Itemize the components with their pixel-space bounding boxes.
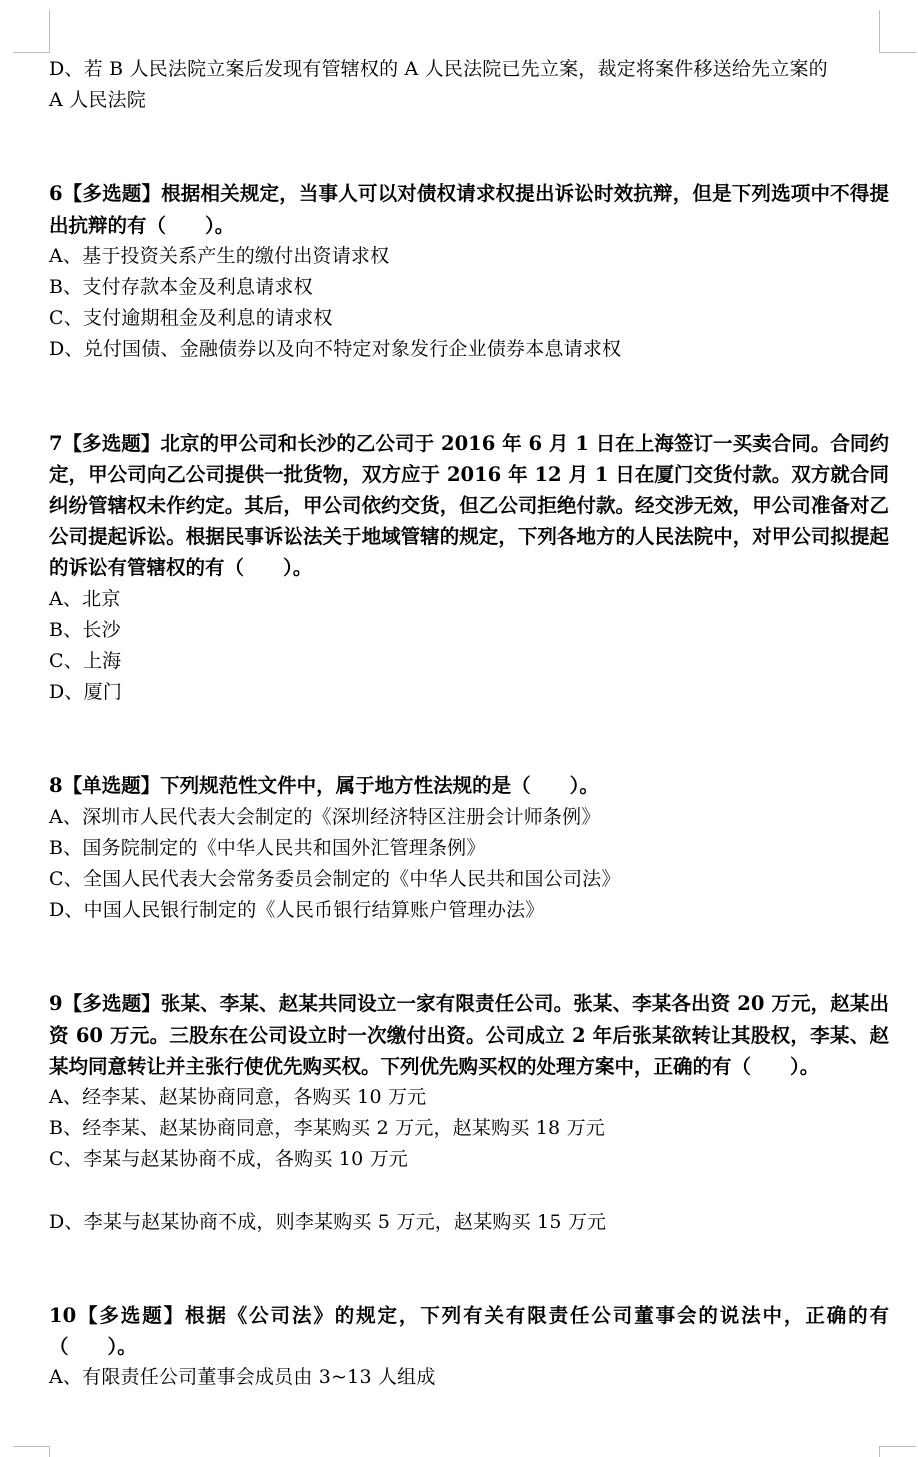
answer-option: B、经李某、赵某协商同意，李某购买 2 万元，赵某购买 18 万元 <box>49 1117 605 1140</box>
answer-option: B、国务院制定的《中华人民共和国外汇管理条例》 <box>49 836 486 859</box>
answer-option: C、李某与赵某协商不成，各购买 10 万元 <box>49 1148 408 1171</box>
answer-option: B、长沙 <box>49 618 121 641</box>
question-stem: 8【单选题】下列规范性文件中，属于地方性法规的是（ ）。 <box>49 774 599 798</box>
answer-option: A 人民法院 <box>49 89 146 112</box>
paragraph-spacer <box>49 1176 889 1207</box>
crop-mark-top-right <box>879 10 916 53</box>
crop-mark-bottom-left <box>13 1446 50 1457</box>
crop-mark-top-left <box>13 10 50 53</box>
answer-option: A、深圳市人民代表大会制定的《深圳经济特区注册会计师条例》 <box>49 805 601 828</box>
crop-mark-bottom-right <box>879 1446 916 1457</box>
answer-option: A、北京 <box>49 587 121 610</box>
answer-option: C、全国人民代表大会常务委员会制定的《中华人民共和国公司法》 <box>49 868 621 891</box>
answer-option: D、厦门 <box>49 681 123 704</box>
document-body <box>49 54 889 1394</box>
answer-option: D、中国人民银行制定的《人民币银行结算账户管理办法》 <box>49 899 545 922</box>
paragraph-spacer <box>49 366 889 428</box>
paragraph-spacer <box>49 708 889 770</box>
answer-option: C、上海 <box>49 650 122 673</box>
answer-option: D、若 B 人民法院立案后发现有管辖权的 A 人民法院已先立案，裁定将案件移送给先立案的 <box>49 58 828 80</box>
question-stem: 9【多选题】张某、李某、赵某共同设立一家有限责任公司。张某、李某各出资 20 万元，赵某出资 60 万元。三股东在公司设立时一次缴付出资。公司成立 2 年后张某欲转让其股权，李某、赵某均同意转让并主张行使优先购买权。下列优先购买权的处理方案中，正确的有（ ）。 <box>49 992 889 1078</box>
answer-option: D、兑付国债、金融债券以及向不特定对象发行企业债券本息请求权 <box>49 338 622 361</box>
paragraph-spacer <box>49 1238 889 1300</box>
answer-option: D、李某与赵某协商不成，则李某购买 5 万元，赵某购买 15 万元 <box>49 1210 607 1233</box>
question-stem: 7【多选题】北京的甲公司和长沙的乙公司于 2016 年 6 月 1 日在上海签订一买卖合同。合同约定，甲公司向乙公司提供一批货物，双方应于 2016 年 12 月 1 日在厦门交货付款。双方就合同纠纷管辖权未作约定。其后，甲公司依约交货，但乙公司拒绝付款。经交涉无效，甲公司准备对乙公司提起诉讼。根据民事诉讼法关于地域管辖的规定，下列各地方的人民法院中，对甲公司拟提起的诉讼有管辖权的有（ ）。 <box>49 431 889 580</box>
answer-option: A、经李某、赵某协商同意，各购买 10 万元 <box>49 1086 427 1109</box>
paragraph-spacer <box>49 116 889 178</box>
paragraph-spacer <box>49 926 889 988</box>
question-stem: 10【多选题】根据《公司法》的规定，下列有关有限责任公司董事会的说法中，正确的有（ ）。 <box>49 1303 889 1359</box>
answer-option: A、基于投资关系产生的缴付出资请求权 <box>49 244 390 267</box>
question-stem: 6【多选题】根据相关规定，当事人可以对债权请求权提出诉讼时效抗辩，但是下列选项中不得提出抗辩的有（ ）。 <box>49 182 889 237</box>
answer-option: C、支付逾期租金及利息的请求权 <box>49 307 333 330</box>
answer-option: B、支付存款本金及利息请求权 <box>49 276 313 299</box>
answer-option: A、有限责任公司董事会成员由 3~13 人组成 <box>49 1366 436 1389</box>
